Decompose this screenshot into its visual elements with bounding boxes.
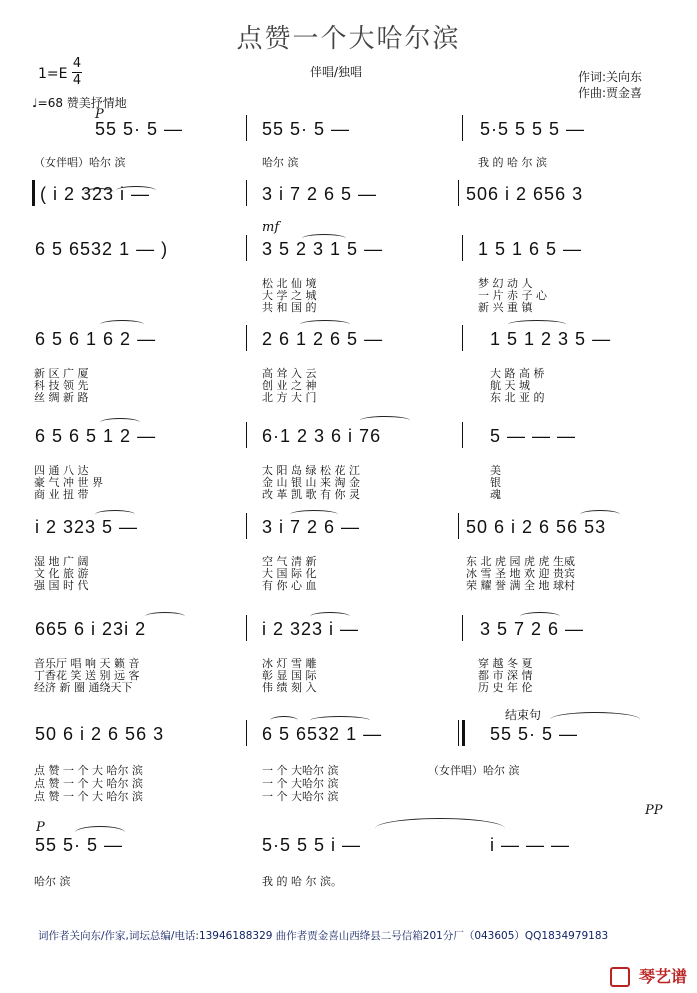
lyric-line: 音乐厅 唱 响 天 籁 音 xyxy=(34,657,140,670)
dynamic-p2: P xyxy=(36,820,45,835)
notes: 55 5· 5 — xyxy=(262,119,351,139)
slur xyxy=(100,418,140,427)
lyric-line: 穿 越 冬 夏 xyxy=(478,657,533,670)
notes: 506 i 2 656 3 xyxy=(466,184,584,204)
notes: 55 5· 5 — xyxy=(35,835,124,855)
slur xyxy=(375,818,505,839)
lyric-line: 点 赞 一 个 大 哈尔 滨 xyxy=(34,790,143,803)
notes: 50 6 i 2 6 56 53 xyxy=(466,517,607,537)
site-logo xyxy=(610,964,687,988)
barline xyxy=(462,422,463,448)
slur xyxy=(84,188,114,197)
notes: 3 5 7 2 6 — xyxy=(480,619,585,639)
slur xyxy=(508,320,566,329)
lyric-line: 丁香花 笑 送 别 远 客 xyxy=(34,669,140,682)
composer: 作曲:贾金喜 xyxy=(578,86,643,100)
barline xyxy=(246,235,247,261)
lyric-line: 共 和 国 的 xyxy=(262,301,317,314)
lyric-line: （女伴唱）哈尔 滨 xyxy=(34,156,126,169)
slur xyxy=(310,716,370,725)
barline xyxy=(458,180,459,206)
lyric-line: 豪 气 冲 世 界 xyxy=(34,476,103,489)
slur xyxy=(116,186,156,195)
lyric-line: 冰 灯 雪 雕 xyxy=(262,657,317,670)
lyricist: 作词:关向东 xyxy=(578,70,643,84)
lyric-line: 松 北 仙 境 xyxy=(262,277,317,290)
lyric-line: 经济 新 圈 通绕天下 xyxy=(34,681,133,694)
notes: 2 6 1 2 6 5 — xyxy=(262,329,384,349)
dynamic-mf: mf xyxy=(262,220,280,235)
slur xyxy=(580,510,620,519)
lyric-line: 强 国 时 代 xyxy=(34,579,89,592)
slur xyxy=(100,320,144,329)
time-signature xyxy=(72,57,82,88)
lyric-line: 丝 绸 新 路 xyxy=(34,391,89,404)
lyric-line: 历 史 年 伦 xyxy=(478,681,533,694)
lyric-line: 大 国 际 化 xyxy=(262,567,317,580)
barline xyxy=(246,422,247,448)
notes: 6 5 6 5 1 2 — xyxy=(35,426,157,446)
notes: 6 5 6 1 6 2 — xyxy=(35,329,157,349)
slur xyxy=(270,716,298,725)
barline xyxy=(462,115,463,141)
lyric-line: 梦 幻 动 人 xyxy=(478,277,533,290)
dynamic-pp: PP xyxy=(645,803,663,818)
lyric-line: 商 业 扭 带 xyxy=(34,488,89,501)
lyric-line: 新 区 广 厦 xyxy=(34,367,89,380)
notes: 1 5 1 6 5 — xyxy=(478,239,583,259)
notes: 6 5 6532 1 — ) xyxy=(35,239,169,259)
lyric-line: 东 北 虎 园 虎 虎 生威 xyxy=(466,555,575,568)
notes: 6·1 2 3 6 i 76 xyxy=(262,426,382,446)
lyric-line: 北 方 大 门 xyxy=(262,391,317,404)
lyric-line: 太 阳 岛 绿 松 花 江 xyxy=(262,464,360,477)
notes: 5·5 5 5 5 — xyxy=(480,119,586,139)
notes: 665 6 i 23i 2 xyxy=(35,619,147,639)
slur xyxy=(360,416,410,425)
ending-label: 结束句 xyxy=(505,708,542,722)
footer-credits: 词作者关向东/作家,词坛总编/电话:13946188329 曲作者贾金喜山西绛县二号信箱201分厂（043605）QQ1834979183 xyxy=(38,930,609,942)
lyric-line: 伟 绩 刻 入 xyxy=(262,681,317,694)
notes: i — — — xyxy=(490,835,571,855)
lyric-line: 科 技 领 先 xyxy=(34,379,89,392)
lyric-line: 一 个 大哈尔 滨 xyxy=(262,777,339,790)
lyric-line: 文 化 旅 游 xyxy=(34,567,89,580)
barline xyxy=(246,325,247,351)
lyric-line: 我 的 哈 尔 滨。 xyxy=(262,875,342,888)
score-title: 点赞一个大哈尔滨 xyxy=(236,24,461,54)
lyric-line: 金 山 银 山 来 淘 金 xyxy=(262,476,360,489)
notes: 5 — — — xyxy=(490,426,577,446)
lyric-line: 彰 显 国 际 xyxy=(262,669,317,682)
slur xyxy=(290,510,338,519)
lyric-line: 银 xyxy=(490,476,501,489)
lyric-line: 一 个 大哈尔 滨 xyxy=(262,790,339,803)
barline xyxy=(462,615,463,641)
lyric-line: 航 天 城 xyxy=(490,379,530,392)
barline xyxy=(246,615,247,641)
lyric-line: 点 赞 一 个 大 哈尔 滨 xyxy=(34,764,143,777)
notes: 5·5 5 5 i — xyxy=(262,835,362,855)
barline xyxy=(458,720,459,746)
slur xyxy=(75,826,125,839)
lyric-line: 东 北 亚 的 xyxy=(490,391,545,404)
barline xyxy=(462,235,463,261)
barline xyxy=(462,325,463,351)
lyric-line: 一 片 赤 子 心 xyxy=(478,289,547,302)
lyric-line: 创 业 之 神 xyxy=(262,379,317,392)
lyric-line: 点 赞 一 个 大 哈尔 滨 xyxy=(34,777,143,790)
notes: 6 5 6532 1 — xyxy=(262,724,383,744)
performance-note: 伴唱/独唱 xyxy=(310,65,363,79)
lyric-line: 一 个 大哈尔 滨 xyxy=(262,764,339,777)
lyric-line: 美 xyxy=(490,464,501,477)
time-sig-top: 4 xyxy=(72,56,82,71)
dynamic-p: P xyxy=(95,107,104,122)
slur xyxy=(520,612,560,621)
notes: ( i 2 323 i — xyxy=(40,184,151,204)
lyric-line: 我 的 哈 尔 滨 xyxy=(478,156,547,169)
lyric-line: 高 耸 入 云 xyxy=(262,367,317,380)
slur xyxy=(145,612,185,621)
slur xyxy=(95,510,135,519)
notes: 3 i 7 2 6 — xyxy=(262,517,361,537)
repeat-barline xyxy=(462,720,465,746)
lyric-line: （女伴唱）哈尔 滨 xyxy=(428,764,520,777)
notes: 50 6 i 2 6 56 3 xyxy=(35,724,165,744)
tempo-marking: ♩=68 赞美抒情地 xyxy=(32,96,127,110)
lyric-line: 空 气 清 新 xyxy=(262,555,317,568)
notes: 55 5· 5 — xyxy=(490,724,579,744)
lyric-line: 荣 耀 誉 满 全 地 球村 xyxy=(466,579,575,592)
slur xyxy=(302,234,346,243)
barline xyxy=(246,720,247,746)
lyric-line: 大 学 之 城 xyxy=(262,289,317,302)
lyric-line: 有 你 心 血 xyxy=(262,579,317,592)
barline xyxy=(246,115,247,141)
lyric-line: 都 市 深 情 xyxy=(478,669,533,682)
notes: 55 5· 5 — xyxy=(95,119,184,139)
lyric-line: 哈尔 滨 xyxy=(262,156,299,169)
lyric-line: 改 革 凯 歌 有 你 灵 xyxy=(262,488,360,501)
lyric-line: 湿 地 广 阔 xyxy=(34,555,89,568)
logo-text: 琴艺谱 xyxy=(638,966,687,986)
slur xyxy=(310,612,350,621)
slur xyxy=(300,320,350,329)
lyric-line: 大 路 高 桥 xyxy=(490,367,545,380)
lyric-line: 四 通 八 达 xyxy=(34,464,89,477)
time-sig-bottom: 4 xyxy=(72,73,82,88)
notes: i 2 323 5 — xyxy=(35,517,139,537)
notes: i 2 323 i — xyxy=(262,619,360,639)
lyric-line: 新 兴 重 镇 xyxy=(478,301,533,314)
notes: 3 i 7 2 6 5 — xyxy=(262,184,378,204)
repeat-barline xyxy=(32,180,35,206)
notes: 3 5 2 3 1 5 — xyxy=(262,239,384,259)
barline xyxy=(246,513,247,539)
key-signature: 1=E xyxy=(38,66,68,82)
notes: 1 5 1 2 3 5 — xyxy=(490,329,612,349)
lyric-line: 魂 xyxy=(490,488,501,501)
slur xyxy=(550,712,640,727)
logo-icon xyxy=(610,967,630,987)
barline xyxy=(246,180,247,206)
lyric-line: 哈尔 滨 xyxy=(34,875,71,888)
lyric-line: 冰 雪 圣 地 欢 迎 贵宾 xyxy=(466,567,575,580)
barline xyxy=(458,513,459,539)
